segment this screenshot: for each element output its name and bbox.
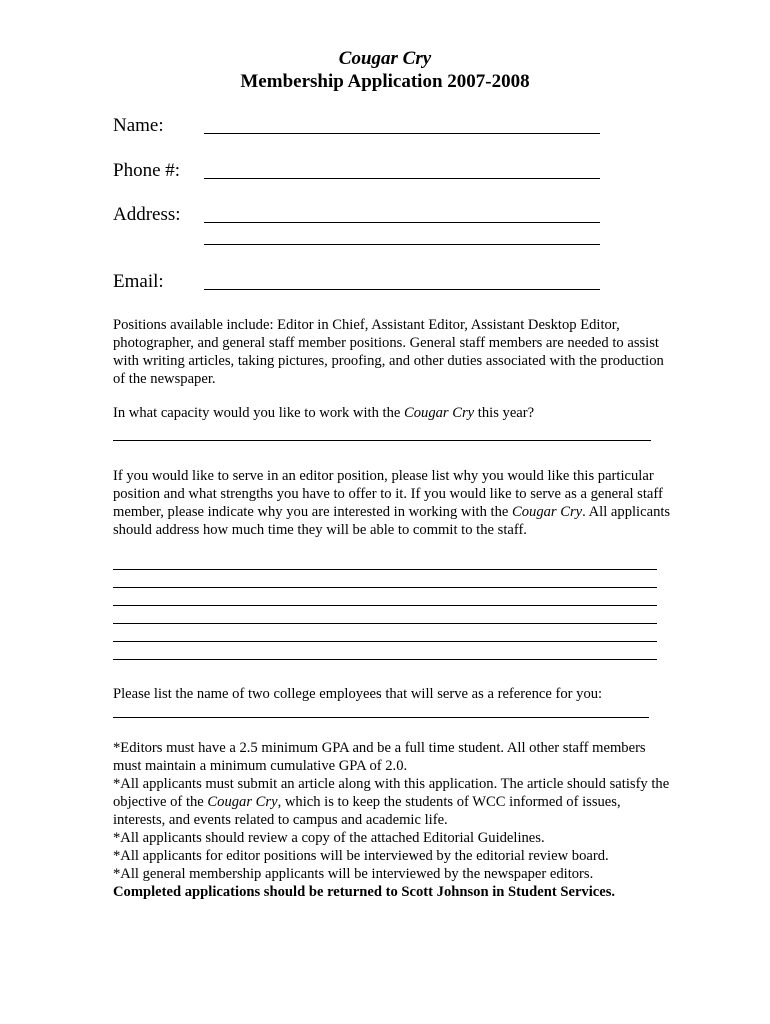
note-article-after: , which is to keep the students of WCC informed of issues, interests, and events related to campus and academic life. [113,794,621,828]
reference-answer-line[interactable] [113,717,649,718]
phone-field-line[interactable] [204,178,600,179]
phone-label: Phone #: [113,160,181,181]
editor-question-publication: Cougar Cry [512,504,583,520]
capacity-question-before: In what capacity would you like to work with the [113,405,404,421]
positions-paragraph [113,316,673,388]
note-interview-general: *All general membership applicants will be interviewed by the newspaper editors. [113,866,594,882]
reference-question-text: Please list the name of two college employees that will serve as a reference for you: [113,686,603,702]
notes-block [113,739,673,901]
capacity-answer-line[interactable] [113,440,651,441]
positions-text: Positions available include: Editor in Chief, Assistant Editor, Assistant Desktop Editor, photographer, and general staff member positions. General staff members are needed to assist with writing articles, taking pictures, proofing, and other duties associated with the production of the newspaper. [113,317,664,387]
name-label: Name: [113,115,164,136]
capacity-question-publication: Cougar Cry [404,405,475,421]
name-field-line[interactable] [204,133,600,134]
note-gpa: *Editors must have a 2.5 minimum GPA and be a full time student. All other staff members must maintain a minimum cumulative GPA of 2.0. [113,740,646,774]
publication-title: Cougar Cry [338,48,432,69]
note-guidelines: *All applicants should review a copy of the attached Editorial Guidelines. [113,830,545,846]
editor-question [113,467,673,539]
note-return: Completed applications should be returned to Scott Johnson in Student Services. [113,884,616,900]
note-article-before: *All applicants must submit an article along with this application. The article should satisfy the objective of the [113,776,670,810]
editor-answer-line-5[interactable] [113,641,657,642]
note-interview-editor: *All applicants for editor positions will be interviewed by the editorial review board. [113,848,609,864]
address-field-line-2[interactable] [204,244,600,245]
editor-answer-line-4[interactable] [113,623,657,624]
address-label: Address: [113,204,181,225]
email-label: Email: [113,271,164,292]
capacity-question [113,404,673,422]
note-article [113,775,673,829]
editor-question-part1: If you would like to serve in an editor position, please list why you would like this particular position and what strengths you have to offer to it. If you would like to serve as a general staff member, please indicate why you are interested in working with the [113,468,663,520]
capacity-question-after: this year? [474,405,535,421]
editor-answer-line-6[interactable] [113,659,657,660]
editor-answer-line-1[interactable] [113,569,657,570]
email-field-line[interactable] [204,289,600,290]
reference-question [113,685,713,703]
editor-answer-line-2[interactable] [113,587,657,588]
editor-question-part2: . All applicants should address how much time they will be able to commit to the staff. [113,504,671,538]
note-article-publication: Cougar Cry [207,794,278,810]
form-title: Membership Application 2007-2008 [240,71,530,92]
editor-answer-line-3[interactable] [113,605,657,606]
address-field-line-1[interactable] [204,222,600,223]
